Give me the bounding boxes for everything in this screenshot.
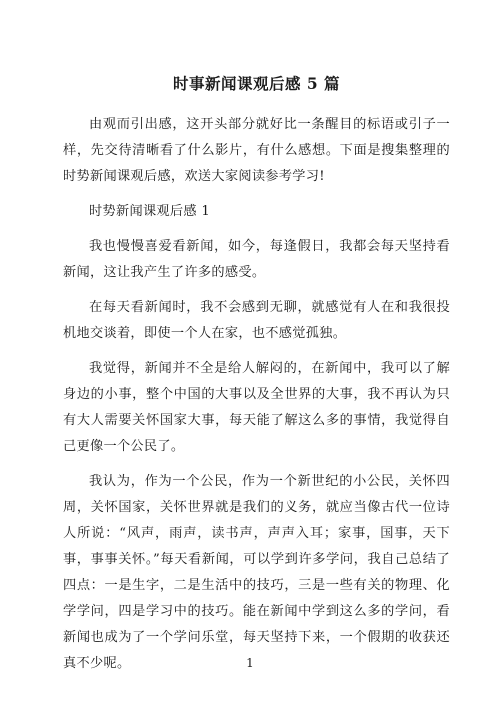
document-title: 时事新闻课观后感 5 篇 <box>172 74 341 93</box>
section-heading: 时势新闻课观后感 1 <box>89 204 211 219</box>
body-paragraph: 我认为，作为一个公民，作为一个新世纪的小公民，关怀四周，关怀国家，关怀世界就是我们的义务，就应当像古代一位诗人所说：“风声，雨声，读书声，声声入耳；家事，国事，天下事，事事关怀。”每天看新闻，可以学到许多学问，我自己总结了四点：一是生字，二是生活中的技巧，三是一些有关的物理、化学学问，四是学习中的技巧。能在新闻中学到这么多的学问，看新闻也成为了一个学问乐堂，每天坚持下来，一个假期的收获还真不少呢。 <box>63 474 450 671</box>
intro-paragraph: 由观而引出感，这开头部分就好比一条醒目的标语或引子一样，先交待清晰看了什么影片，有什么感想。下面是搜集整理的时势新闻课观后感，欢送大家阅读参考学习! <box>63 117 450 184</box>
body-paragraph: 在每天看新闻时，我不会感到无聊，就感觉有人在和我很投机地交谈着，即使一个人在家，也不感觉孤独。 <box>63 300 450 341</box>
body-paragraph: 我也慢慢喜爱看新闻，如今，每逢假日，我都会每天坚持看新闻，这让我产生了许多的感受。 <box>63 239 450 280</box>
body-paragraph: 我觉得，新闻并不全是给人解闷的，在新闻中，我可以了解身边的小事，整个中国的大事以及全世界的大事，我不再认为只有大人需要关怀国家大事，每天能了解这么多的事情，我觉得自己更像一个公民了。 <box>63 361 450 454</box>
page-number: 1 <box>246 656 254 670</box>
